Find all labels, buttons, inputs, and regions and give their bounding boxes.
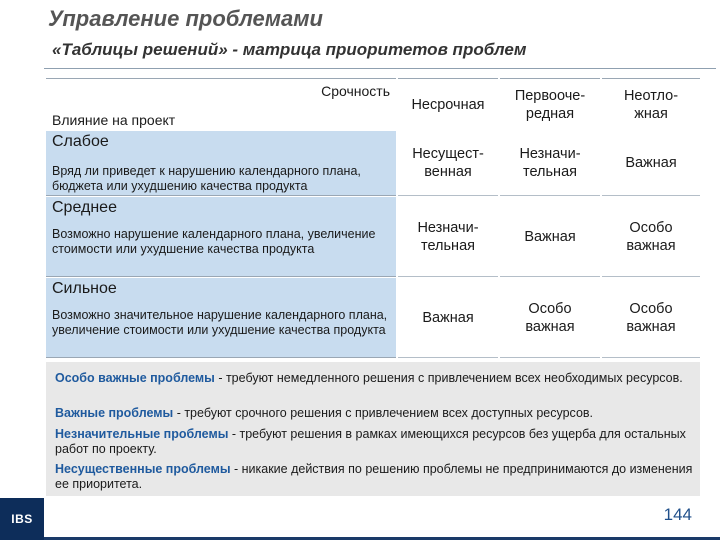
row-description: Вряд ли приведет к нарушению календарного плана, бюджета или ухудшению качества продукта: [52, 164, 361, 193]
legend-text: - требуют немедленного решения с привлечением всех необходимых ресурсов.: [214, 371, 683, 385]
column-header-not-urgent: [398, 78, 498, 132]
matrix-cell: [398, 197, 498, 277]
legend-item: [55, 406, 695, 421]
matrix-cell: [602, 197, 700, 277]
legend-text: - никакие действия по решению проблемы не предпринимаются до изменения ее приоритета.: [55, 462, 693, 491]
column-header-priority: [500, 78, 600, 132]
cell-value: Особо важная: [525, 300, 575, 335]
row-level: Слабое: [52, 133, 109, 150]
column-header-label: Несрочная: [411, 97, 485, 113]
row-header-strong: [46, 278, 396, 358]
legend-text: - требуют срочного решения с привлечением всех доступных ресурсов.: [173, 406, 594, 420]
column-header-label: Первооче- редная: [514, 88, 586, 122]
row-level: Сильное: [52, 280, 117, 297]
column-header-urgent: [602, 78, 700, 132]
cell-value: Незначи- тельная: [519, 146, 581, 180]
legend-text: - требуют решения в рамках имеющихся ресурсов без ущерба для остальных работ по проекту.: [55, 427, 686, 456]
urgency-label: Срочность: [321, 83, 390, 99]
legend-item: [55, 462, 695, 492]
row-header-medium: [46, 197, 396, 277]
top-divider: [44, 68, 716, 69]
row-level: Среднее: [52, 199, 117, 216]
matrix-corner-header: [46, 78, 396, 132]
page-title: Управление проблемами: [48, 6, 323, 31]
cell-value: Несущест- венная: [412, 146, 484, 180]
cell-value: Незначи- тельная: [417, 219, 479, 254]
row-header-weak: [46, 131, 396, 196]
matrix-cell: [500, 131, 600, 196]
legend-item: [55, 371, 695, 386]
legend-term: Особо важные проблемы: [55, 371, 215, 385]
cell-value: Особо важная: [626, 219, 676, 254]
column-header-label: Неотло- жная: [623, 88, 679, 122]
cell-value: Важная: [422, 309, 474, 326]
ibs-logo: IBS: [0, 498, 44, 540]
impact-label: Влияние на проект: [52, 112, 176, 128]
priority-legend: [46, 362, 700, 496]
legend-term: Важные проблемы: [55, 406, 174, 420]
matrix-cell: [602, 131, 700, 196]
legend-term: Несущественные проблемы: [55, 462, 231, 476]
matrix-cell: [398, 278, 498, 358]
matrix-cell: [500, 197, 600, 277]
cell-value: Особо важная: [626, 300, 676, 335]
page-subtitle: «Таблицы решений» - матрица приоритетов проблем: [52, 40, 527, 59]
matrix-cell: [500, 278, 600, 358]
matrix-cell: [398, 131, 498, 196]
cell-value: Важная: [625, 155, 677, 171]
row-description: Возможно нарушение календарного плана, увеличение стоимости или ухудшение качества продукта: [52, 227, 376, 256]
cell-value: Важная: [524, 228, 576, 245]
row-description: Возможно значительное нарушение календарного плана, увеличение стоимости или ухудшение качества продукта: [52, 308, 388, 337]
legend-item: [55, 427, 695, 457]
legend-term: Незначительные проблемы: [55, 427, 229, 441]
matrix-cell: [602, 278, 700, 358]
page-number: 144: [663, 505, 692, 524]
